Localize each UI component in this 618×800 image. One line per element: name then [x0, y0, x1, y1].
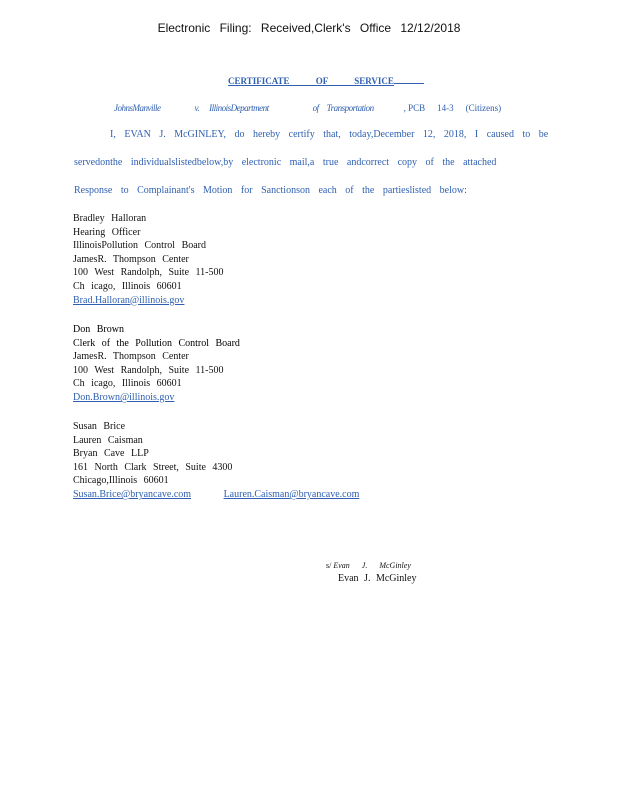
address-line: Susan Brice	[73, 421, 126, 432]
address-line: Bryan Cave LLP	[73, 448, 149, 460]
address-line: Bradley Halloran	[73, 213, 147, 224]
address-line: Hearing Officer	[73, 226, 141, 238]
title-underline	[394, 75, 424, 84]
address-line: Chicago,Illinois 60601	[73, 475, 169, 487]
certificate-title-text: CERTIFICATE OF SERVICE	[228, 76, 394, 86]
certificate-title	[228, 75, 424, 86]
email-link[interactable]: Susan.Brice@bryancave.com	[73, 488, 192, 500]
address-line: Lauren Caisman	[73, 434, 143, 446]
signature-printed-name: Evan J. McGinley	[338, 573, 417, 584]
filing-stamp: Electronic Filing: Received,Clerk's Office 12/12/2018	[157, 21, 461, 35]
caption-pcb: , PCB	[403, 103, 426, 113]
signature-script	[326, 561, 411, 570]
email-link[interactable]: Don.Brown@illinois.gov	[73, 391, 175, 403]
email-link[interactable]: Lauren.Caisman@bryancave.com	[223, 488, 360, 500]
address-line: IllinoisPollution Control Board	[73, 240, 207, 252]
address-line: 161 North Clark Street, Suite 4300	[73, 461, 233, 473]
caption-party2: IllinoisDepartment	[209, 103, 269, 113]
service-block-bryan-cave	[73, 420, 369, 502]
address-line: 100 West Randolph, Suite 11-500	[73, 364, 224, 376]
caption-case-no: 14-3	[437, 103, 454, 113]
signature-prefix: s/	[326, 561, 332, 570]
certify-line-1: I, EVAN J. McGINLEY, do hereby certify that, today,December 12, 2018, I caused to be	[110, 129, 549, 140]
email-link[interactable]: Brad.Halloran@illinois.gov	[73, 294, 185, 306]
signature-script-name: Evan J. McGinley	[333, 561, 411, 570]
address-line: JamesR. Thompson Center	[73, 253, 189, 265]
caption-of: of	[312, 103, 319, 113]
certify-line-2: servedonthe individualslistedbelow,by electronic mail,a true andcorrect copy of the attached	[74, 157, 497, 168]
caption-party1: JohnsManville	[114, 103, 161, 113]
certify-line-3: Response to Complainant's Motion for Sanctionson each of the partieslisted below:	[74, 185, 467, 196]
case-caption	[114, 103, 501, 113]
address-line: JamesR. Thompson Center	[73, 351, 189, 363]
service-block-brown	[73, 323, 240, 405]
address-line: Clerk of the Pollution Control Board	[73, 337, 240, 349]
caption-party3: Transportation	[326, 103, 374, 113]
address-line: Ch icago, Illinois 60601	[73, 280, 182, 292]
caption-citizens: (Citizens)	[465, 103, 502, 113]
address-line: Ch icago, Illinois 60601	[73, 378, 182, 390]
caption-v: v.	[194, 103, 200, 113]
service-block-halloran	[73, 212, 223, 307]
address-line: Don Brown	[73, 324, 124, 335]
address-line: 100 West Randolph, Suite 11-500	[73, 267, 224, 279]
